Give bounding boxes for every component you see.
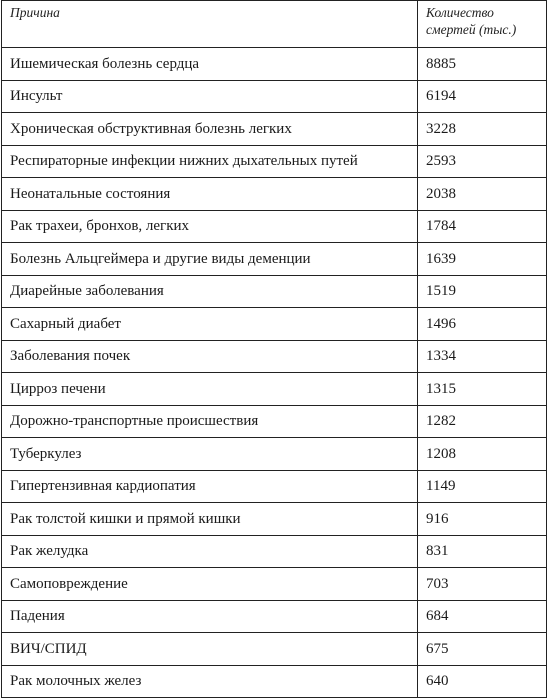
table-row bbox=[2, 600, 547, 633]
table-row bbox=[2, 405, 547, 438]
cause-cell: Болезнь Альцгеймера и другие виды деменции bbox=[2, 243, 418, 276]
cause-cell: Гипертензивная кардиопатия bbox=[2, 470, 418, 503]
cause-cell: Рак трахеи, бронхов, легких bbox=[2, 210, 418, 243]
header-cause: Причина bbox=[2, 1, 418, 48]
cause-cell: Рак толстой кишки и прямой кишки bbox=[2, 503, 418, 536]
cause-cell: Туберкулез bbox=[2, 438, 418, 471]
cause-cell: Респираторные инфекции нижних дыхательных путей bbox=[2, 145, 418, 178]
deaths-cell: 1639 bbox=[418, 243, 547, 276]
deaths-cell: 2038 bbox=[418, 178, 547, 211]
deaths-cell: 1496 bbox=[418, 308, 547, 341]
deaths-cell: 1282 bbox=[418, 405, 547, 438]
deaths-cell: 675 bbox=[418, 633, 547, 666]
table-row bbox=[2, 145, 547, 178]
cause-cell: Хроническая обструктивная болезнь легких bbox=[2, 113, 418, 146]
deaths-cell: 684 bbox=[418, 600, 547, 633]
cause-cell: Сахарный диабет bbox=[2, 308, 418, 341]
table-row bbox=[2, 113, 547, 146]
cause-cell: Рак желудка bbox=[2, 535, 418, 568]
deaths-cell: 1519 bbox=[418, 275, 547, 308]
table-row bbox=[2, 438, 547, 471]
deaths-cell: 1315 bbox=[418, 373, 547, 406]
table-row bbox=[2, 373, 547, 406]
deaths-cell: 1149 bbox=[418, 470, 547, 503]
deaths-cell: 2593 bbox=[418, 145, 547, 178]
deaths-cell: 640 bbox=[418, 665, 547, 698]
table-row bbox=[2, 633, 547, 666]
cause-cell: Падения bbox=[2, 600, 418, 633]
table-row bbox=[2, 568, 547, 601]
table-row bbox=[2, 80, 547, 113]
table-row bbox=[2, 243, 547, 276]
table-row bbox=[2, 48, 547, 81]
cause-cell: Дорожно-транспортные происшествия bbox=[2, 405, 418, 438]
table-row bbox=[2, 470, 547, 503]
table-row bbox=[2, 535, 547, 568]
cause-cell: Инсульт bbox=[2, 80, 418, 113]
deaths-cell: 703 bbox=[418, 568, 547, 601]
deaths-cell: 1208 bbox=[418, 438, 547, 471]
table-body bbox=[2, 48, 547, 698]
cause-cell: Неонатальные состояния bbox=[2, 178, 418, 211]
deaths-cell: 3228 bbox=[418, 113, 547, 146]
cause-cell: Заболевания почек bbox=[2, 340, 418, 373]
table-row bbox=[2, 178, 547, 211]
deaths-cell: 831 bbox=[418, 535, 547, 568]
cause-cell: Рак молочных желез bbox=[2, 665, 418, 698]
deaths-cell: 1334 bbox=[418, 340, 547, 373]
causes-of-death-table bbox=[1, 0, 547, 698]
cause-cell: Ишемическая болезнь сердца bbox=[2, 48, 418, 81]
table-row bbox=[2, 308, 547, 341]
table-row bbox=[2, 503, 547, 536]
table-row bbox=[2, 275, 547, 308]
table-row bbox=[2, 665, 547, 698]
deaths-cell: 8885 bbox=[418, 48, 547, 81]
deaths-cell: 6194 bbox=[418, 80, 547, 113]
header-deaths: Количество смертей (тыс.) bbox=[418, 1, 547, 48]
cause-cell: ВИЧ/СПИД bbox=[2, 633, 418, 666]
cause-cell: Самоповреждение bbox=[2, 568, 418, 601]
cause-cell: Цирроз печени bbox=[2, 373, 418, 406]
deaths-cell: 916 bbox=[418, 503, 547, 536]
table-header bbox=[2, 1, 547, 48]
table-row bbox=[2, 210, 547, 243]
cause-cell: Диарейные заболевания bbox=[2, 275, 418, 308]
deaths-cell: 1784 bbox=[418, 210, 547, 243]
header-row bbox=[2, 1, 547, 48]
table-row bbox=[2, 340, 547, 373]
